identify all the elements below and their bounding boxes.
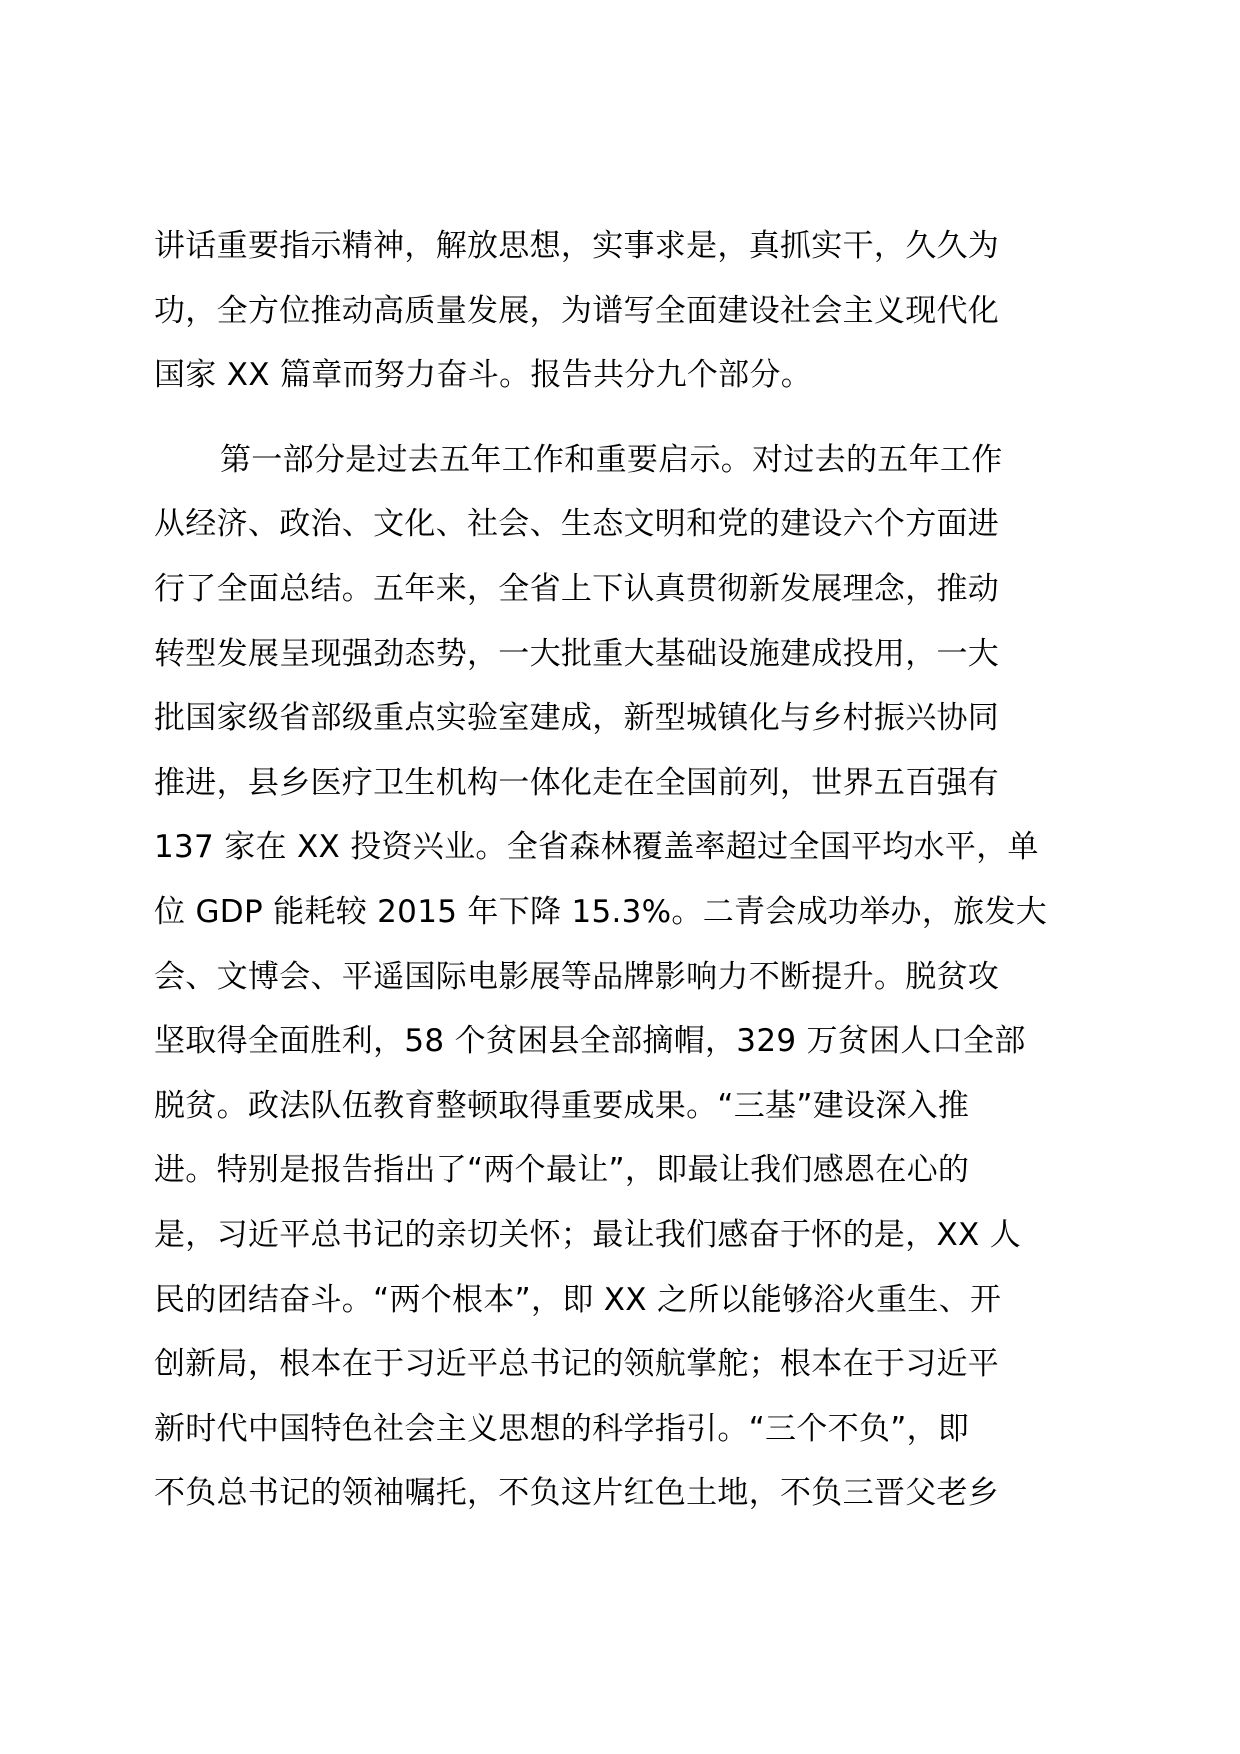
- text-line: 从经济、政治、文化、社会、生态文明和党的建设六个方面进: [154, 506, 1000, 543]
- text-line: 不负总书记的领袖嘱托，不负这片红色土地，不负三晋父老乡: [154, 1475, 1000, 1512]
- text-line: 第一部分是过去五年工作和重要启示。对过去的五年工作: [220, 441, 1003, 478]
- text-line: 创新局，根本在于习近平总书记的领航掌舵；根本在于习近平: [154, 1346, 1000, 1383]
- text-line: 国家 XX 篇章而努力奋斗。报告共分九个部分。: [154, 357, 813, 394]
- text-line: 功，全方位推动高质量发展，为谱写全面建设社会主义现代化: [154, 292, 1000, 329]
- text-line: 讲话重要指示精神，解放思想，实事求是，真抓实干，久久为: [154, 228, 1000, 264]
- text-line: 坚取得全面胜利，58 个贫困县全部摘帽，329 万贫困人口全部: [154, 1023, 1026, 1060]
- text-line: 脱贫。政法队伍教育整顿取得重要成果。“三基”建设深入推: [154, 1087, 970, 1124]
- text-line: 批国家级省部级重点实验室建成，新型城镇化与乡村振兴协同: [154, 700, 1000, 737]
- paragraph-1: [154, 214, 1094, 408]
- text-line: 是，习近平总书记的亲切关怀；最让我们感奋于怀的是，XX 人: [154, 1216, 1022, 1253]
- paragraph-2: [154, 428, 1094, 1526]
- text-line: 转型发展呈现强劲态势，一大批重大基础设施建成投用，一大: [154, 635, 1000, 672]
- text-line: 新时代中国特色社会主义思想的科学指引。“三个不负”，即: [154, 1410, 970, 1447]
- text-line: 137 家在 XX 投资兴业。全省森林覆盖率超过全国平均水平，单: [154, 829, 1039, 866]
- text-line: 民的团结奋斗。“两个根本”，即 XX 之所以能够浴火重生、开: [154, 1281, 1002, 1318]
- paragraph-spacer: [154, 408, 1094, 428]
- text-line: 行了全面总结。五年来，全省上下认真贯彻新发展理念，推动: [154, 570, 1000, 607]
- body-text: [154, 214, 1094, 1526]
- text-line: 会、文博会、平遥国际电影展等品牌影响力不断提升。脱贫攻: [154, 958, 1000, 995]
- text-line: 位 GDP 能耗较 2015 年下降 15.3%。二青会成功举办，旅发大: [154, 893, 1048, 930]
- text-line: 进。特别是报告指出了“两个最让”，即最让我们感恩在心的: [154, 1152, 970, 1189]
- text-line: 推进，县乡医疗卫生机构一体化走在全国前列，世界五百强有: [154, 764, 1000, 801]
